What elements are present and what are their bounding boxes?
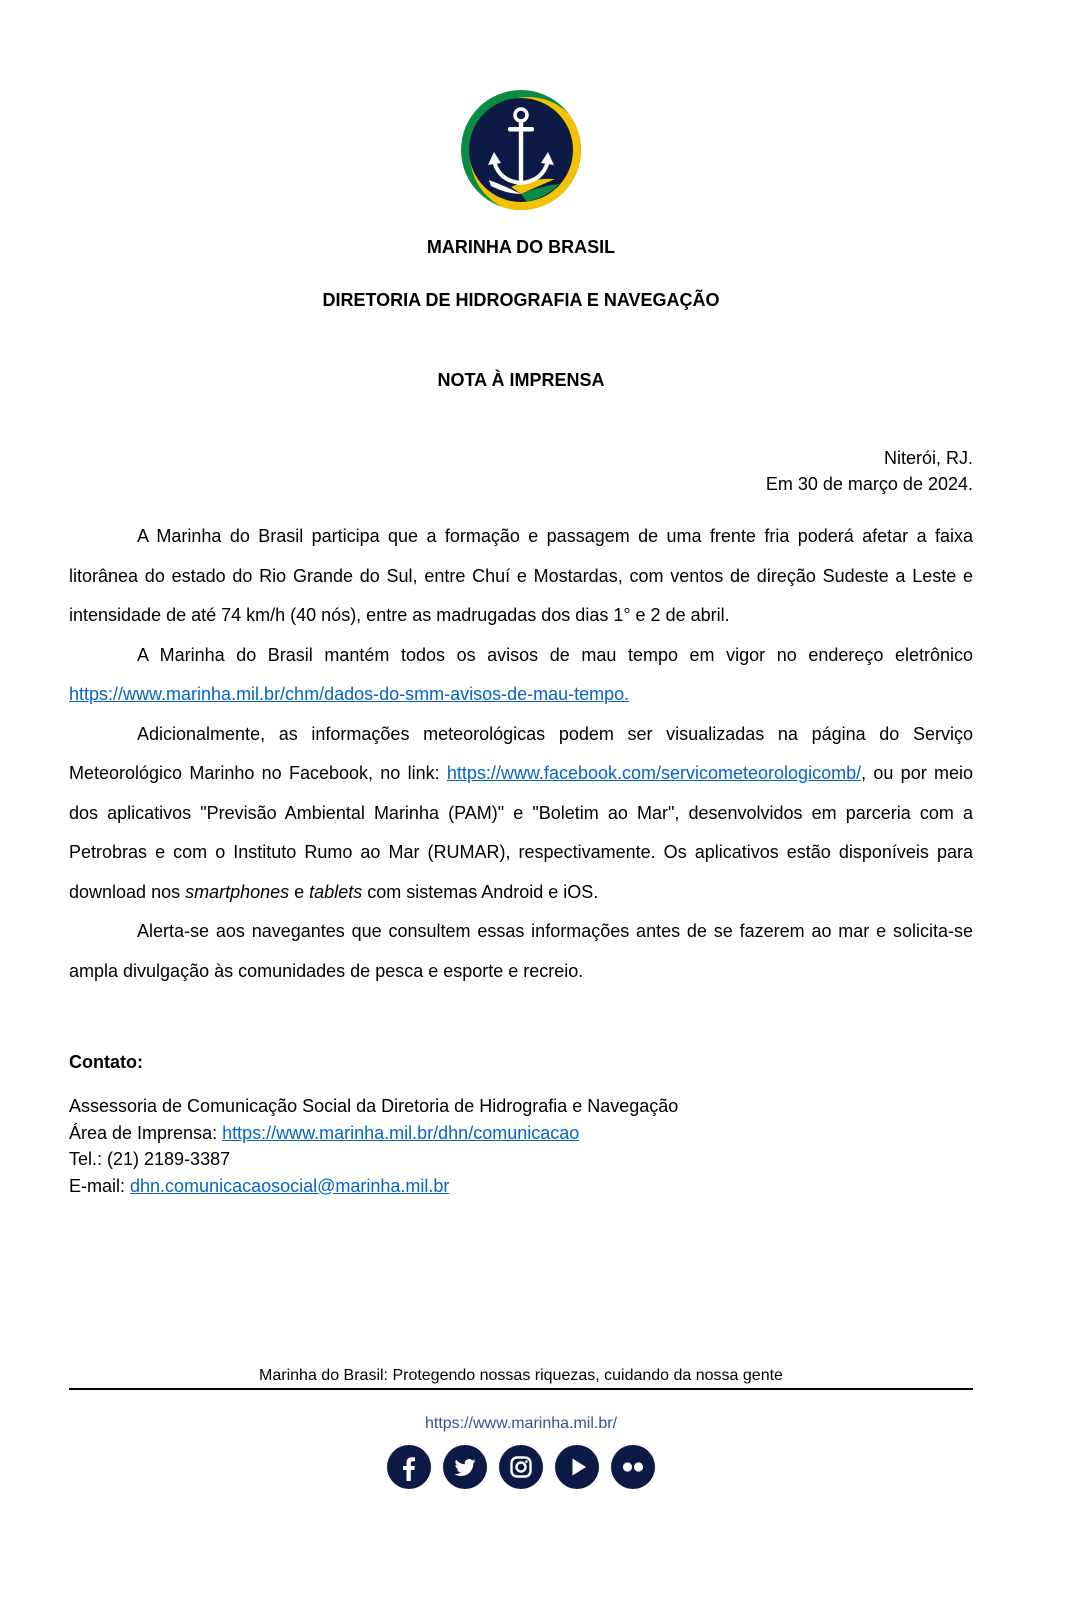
press-release-body <box>69 517 973 991</box>
paragraph-navigator-alert: Alerta-se aos navegantes que consultem essas informações antes de se fazerem ao mar e solicita-se ampla divulgação às comunidades de pesca e esporte e recreio. <box>69 921 973 981</box>
paragraph-weather-warnings <box>69 636 973 715</box>
paragraph-text: e <box>289 881 310 902</box>
email-link[interactable]: dhn.comunicacaosocial@marinha.mil.br <box>130 1175 450 1196</box>
paragraph-meteorological-info <box>69 715 973 913</box>
press-area-label: Área de Imprensa: <box>69 1122 223 1143</box>
dateline-date: Em 30 de março de 2024. <box>765 474 973 494</box>
facebook-page-link[interactable]: https://www.facebook.com/servicometeorologicomb/ <box>446 763 862 783</box>
marinha-site-link[interactable]: https://www.marinha.mil.br/ <box>424 1415 618 1432</box>
flickr-icon[interactable] <box>611 1445 655 1489</box>
anchor-emblem-icon <box>461 90 581 210</box>
dateline-place: Niterói, RJ. <box>883 448 973 468</box>
contact-office: Assessoria de Comunicação Social da Diretoria de Hidrografia e Navegação <box>69 1096 679 1116</box>
footer-site <box>69 1414 973 1434</box>
paragraph-text: Adicionalmente, as informações meteorológicas podem ser visualizadas na página do Serviço Meteorológico Marinho no Facebook, no link: <box>69 723 973 783</box>
facebook-icon[interactable] <box>387 1445 431 1489</box>
contact-email <box>69 1173 973 1200</box>
paragraph-text: , ou por meio dos aplicativos "Previsão Ambiental Marinha (PAM)" e "Boletim ao Mar", desenvolvidos em parceria com a Petrobras e com o Instituto Rumo ao Mar (RUMAR), respectivamente. Os aplicativos estão disponíveis para download nos <box>69 763 973 902</box>
document-type-title: NOTA À IMPRENSA <box>437 370 605 390</box>
social-media-bar <box>387 1445 655 1489</box>
department-title: DIRETORIA DE HIDROGRAFIA E NAVEGAÇÃO <box>322 290 720 310</box>
footer-slogan: Marinha do Brasil: Protegendo nossas riquezas, cuidando da nossa gente <box>259 1367 783 1384</box>
instagram-icon[interactable] <box>499 1445 543 1489</box>
email-label: E-mail: <box>69 1175 131 1196</box>
weather-warnings-link[interactable]: https://www.marinha.mil.br/chm/dados-do-smm-avisos-de-mau-tempo. <box>69 684 630 704</box>
paragraph-cold-front: A Marinha do Brasil participa que a formação e passagem de uma frente fria poderá afetar a faixa litorânea do estado do Rio Grande do Sul, entre Chuí e Mostardas, com ventos de direção Sudeste a Leste e intensidade de até 74 km/h (40 nós), entre as madrugadas dos dias 1° e 2 de abril. <box>69 526 973 625</box>
twitter-icon[interactable] <box>443 1445 487 1489</box>
contact-phone: Tel.: (21) 2189-3387 <box>69 1149 231 1169</box>
marinha-logo <box>461 90 581 210</box>
press-area-link[interactable]: https://www.marinha.mil.br/dhn/comunicacao <box>222 1122 580 1143</box>
dateline <box>69 445 973 497</box>
organization-title: MARINHA DO BRASIL <box>426 237 616 257</box>
contact-press-area <box>69 1120 973 1147</box>
paragraph-text: com sistemas Android e iOS. <box>362 881 599 902</box>
contact-heading: Contato: <box>69 1052 143 1072</box>
contact-block <box>69 1049 973 1199</box>
youtube-icon[interactable] <box>555 1445 599 1489</box>
emphasis-smartphones: smartphones <box>185 881 290 902</box>
paragraph-text: A Marinha do Brasil mantém todos os avisos de mau tempo em vigor no endereço eletrônico <box>137 644 973 665</box>
emphasis-tablets: tablets <box>309 881 363 902</box>
footer-divider <box>69 1388 973 1390</box>
